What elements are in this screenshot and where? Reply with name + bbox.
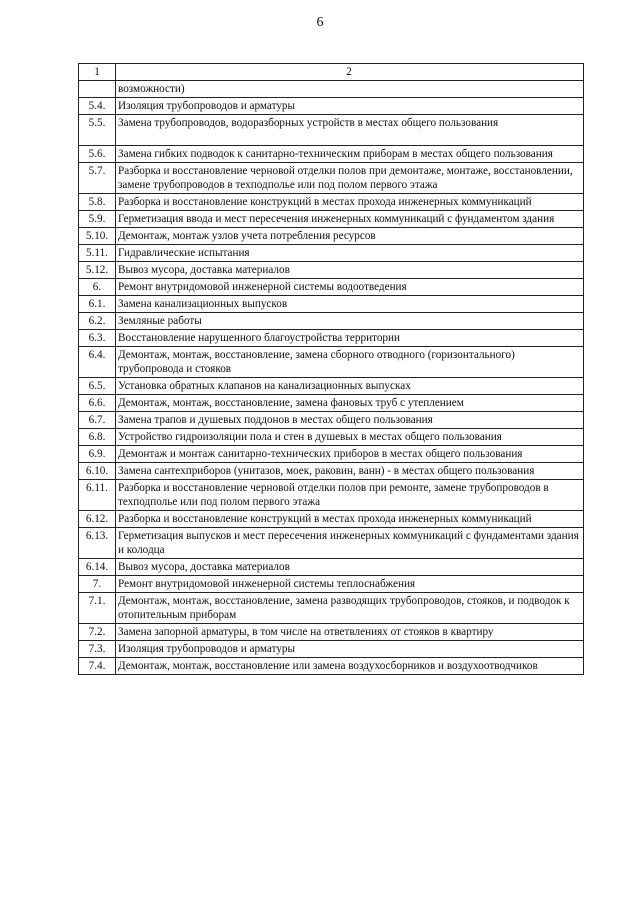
row-number: 6.14. — [79, 559, 116, 576]
table-row — [79, 576, 584, 593]
table-row — [79, 593, 584, 624]
row-number: 7.1. — [79, 593, 116, 624]
row-number: 6.13. — [79, 528, 116, 559]
row-text: Замена гибких подводок к санитарно-техническим приборам в местах общего пользования — [116, 146, 584, 163]
row-number: 5.7. — [79, 163, 116, 194]
row-text: Герметизация ввода и мест пересечения инженерных коммуникаций с фундаментом здания — [116, 211, 584, 228]
row-text: Замена канализационных выпусков — [116, 296, 584, 313]
table-row — [79, 412, 584, 429]
row-text: Демонтаж, монтаж узлов учета потребления ресурсов — [116, 228, 584, 245]
row-number: 5.11. — [79, 245, 116, 262]
row-text: Вывоз мусора, доставка материалов — [116, 559, 584, 576]
header-col-description: 2 — [116, 64, 584, 81]
row-number: 5.10. — [79, 228, 116, 245]
row-text: Замена трапов и душевых поддонов в местах общего пользования — [116, 412, 584, 429]
row-number: 5.4. — [79, 98, 116, 115]
table-row — [79, 463, 584, 480]
table-row — [79, 279, 584, 296]
table-row — [79, 228, 584, 245]
table-row — [79, 313, 584, 330]
row-number: 6.10. — [79, 463, 116, 480]
row-number: 6.8. — [79, 429, 116, 446]
row-number: 6.12. — [79, 511, 116, 528]
row-text: Разборка и восстановление конструкций в местах прохода инженерных коммуникаций — [116, 511, 584, 528]
row-text: Демонтаж, монтаж, восстановление, замена сборного отводного (горизонтального) трубопровода и стояков — [116, 347, 584, 378]
table-row — [79, 262, 584, 279]
row-text: Земляные работы — [116, 313, 584, 330]
table-row — [79, 330, 584, 347]
row-number: 7.2. — [79, 624, 116, 641]
row-text: Ремонт внутридомовой инженерной системы водоотведения — [116, 279, 584, 296]
table-row — [79, 98, 584, 115]
row-number: 6.5. — [79, 378, 116, 395]
table-row — [79, 115, 584, 146]
row-text: Замена трубопроводов, водоразборных устройств в местах общего пользования — [116, 115, 584, 146]
table-row — [79, 395, 584, 412]
table-row — [79, 511, 584, 528]
table-row — [79, 146, 584, 163]
row-number: 7.4. — [79, 658, 116, 675]
table-row — [79, 641, 584, 658]
row-text: Разборка и восстановление черновой отделки полов при ремонте, замене трубопроводов в техподполье или под полом первого этажа — [116, 480, 584, 511]
row-text: Установка обратных клапанов на канализационных выпусках — [116, 378, 584, 395]
table-row — [79, 378, 584, 395]
table-row — [79, 658, 584, 675]
row-number: 6.7. — [79, 412, 116, 429]
row-number: 6.9. — [79, 446, 116, 463]
table-row — [79, 559, 584, 576]
row-text: Замена сантехприборов (унитазов, моек, раковин, ванн) - в местах общего пользования — [116, 463, 584, 480]
table-row — [79, 211, 584, 228]
row-text: возможности) — [116, 81, 584, 98]
row-text: Изоляция трубопроводов и арматуры — [116, 98, 584, 115]
page-number: 6 — [316, 15, 324, 30]
row-text: Демонтаж, монтаж, восстановление, замена разводящих трубопроводов, стояков, и подводок к отопительным приборам — [116, 593, 584, 624]
table-header-row — [79, 64, 584, 81]
row-number: 6.3. — [79, 330, 116, 347]
row-text: Восстановление нарушенного благоустройства территории — [116, 330, 584, 347]
row-number: 7. — [79, 576, 116, 593]
row-text: Устройство гидроизоляции пола и стен в душевых в местах общего пользования — [116, 429, 584, 446]
table-row — [79, 480, 584, 511]
works-table — [78, 63, 584, 675]
table-row — [79, 528, 584, 559]
row-number — [79, 81, 116, 98]
row-number: 5.12. — [79, 262, 116, 279]
table-row — [79, 429, 584, 446]
row-text: Демонтаж, монтаж, восстановление, замена фановых труб с утеплением — [116, 395, 584, 412]
header-col-number: 1 — [79, 64, 116, 81]
table-row — [79, 446, 584, 463]
row-number: 7.3. — [79, 641, 116, 658]
row-text: Герметизация выпусков и мест пересечения инженерных коммуникаций с фундаментами здания и колодца — [116, 528, 584, 559]
table-row — [79, 163, 584, 194]
table-row — [79, 194, 584, 211]
row-text: Демонтаж и монтаж санитарно-технических приборов в местах общего пользования — [116, 446, 584, 463]
row-number: 6.2. — [79, 313, 116, 330]
row-number: 5.9. — [79, 211, 116, 228]
row-number: 6.6. — [79, 395, 116, 412]
row-text: Вывоз мусора, доставка материалов — [116, 262, 584, 279]
table-row — [79, 347, 584, 378]
row-text: Ремонт внутридомовой инженерной системы теплоснабжения — [116, 576, 584, 593]
row-number: 6. — [79, 279, 116, 296]
table-row — [79, 624, 584, 641]
row-text: Разборка и восстановление конструкций в местах прохода инженерных коммуникаций — [116, 194, 584, 211]
row-text: Замена запорной арматуры, в том числе на ответвлениях от стояков в квартиру — [116, 624, 584, 641]
row-text: Демонтаж, монтаж, восстановление или замена воздухосборников и воздухоотводчиков — [116, 658, 584, 675]
row-number: 5.8. — [79, 194, 116, 211]
row-text: Гидравлические испытания — [116, 245, 584, 262]
table-row — [79, 296, 584, 313]
row-text: Изоляция трубопроводов и арматуры — [116, 641, 584, 658]
row-text: Разборка и восстановление черновой отделки полов при демонтаже, монтаже, восстановлении, замене трубопроводов в техподполье или под полом первого этажа — [116, 163, 584, 194]
row-number: 6.1. — [79, 296, 116, 313]
table-row — [79, 81, 584, 98]
row-number: 5.6. — [79, 146, 116, 163]
row-number: 5.5. — [79, 115, 116, 146]
row-number: 6.4. — [79, 347, 116, 378]
row-number: 6.11. — [79, 480, 116, 511]
table-row — [79, 245, 584, 262]
